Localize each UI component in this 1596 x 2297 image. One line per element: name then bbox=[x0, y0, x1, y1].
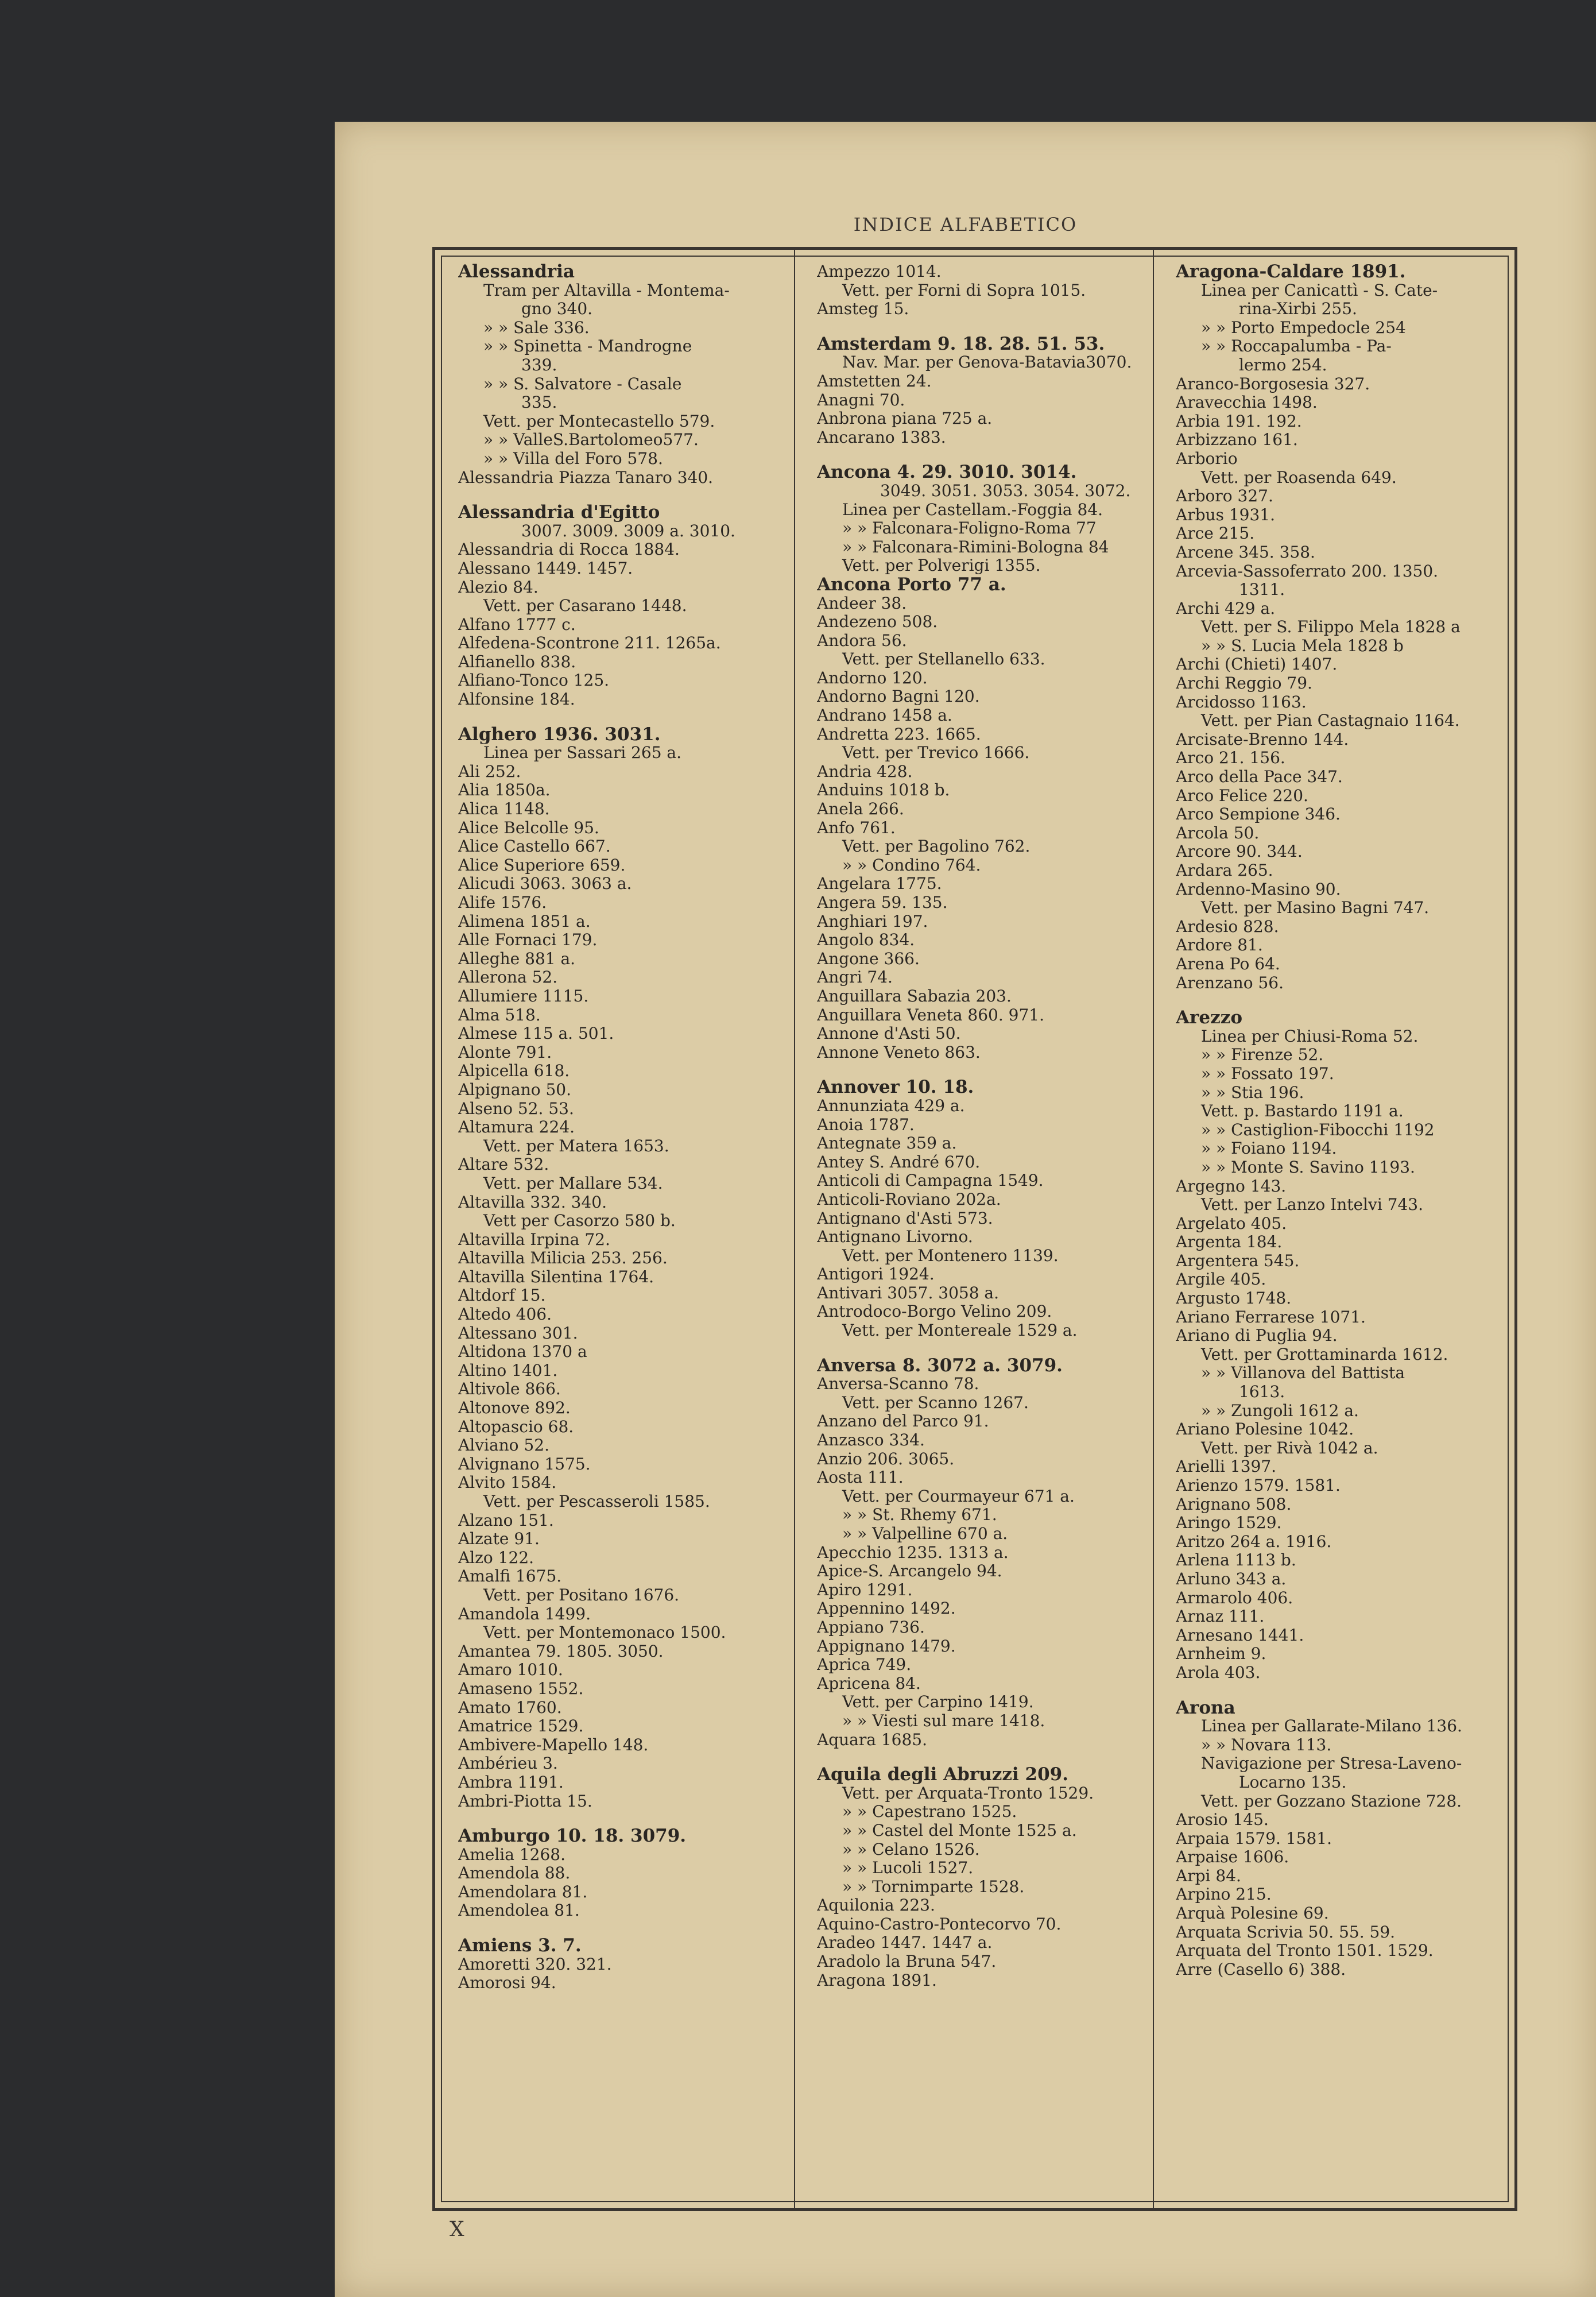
index-entry: Alessandria di Rocca 1884. bbox=[458, 540, 680, 559]
index-entry: Angera 59. 135. bbox=[817, 894, 948, 912]
index-entry: Appennino 1492. bbox=[817, 1599, 956, 1618]
index-entry: Aquino-Castro-Pontecorvo 70. bbox=[817, 1915, 1062, 1933]
index-entry: Amsteg 15. bbox=[817, 300, 909, 319]
index-entry: Altavilla Irpina 72. bbox=[458, 1230, 610, 1249]
index-entry: Ariano Polesine 1042. bbox=[1176, 1420, 1354, 1439]
index-entry: Aragona-Caldare 1891. bbox=[1176, 262, 1406, 281]
index-entry: Anticoli di Campagna 1549. bbox=[817, 1171, 1044, 1190]
index-entry: Linea per Chiusi-Roma 52. bbox=[1201, 1027, 1419, 1046]
index-entry: Arco Felice 220. bbox=[1176, 786, 1308, 805]
index-entry: Alzano 151. bbox=[458, 1511, 554, 1530]
index-entry: Alezio 84. bbox=[458, 578, 539, 597]
index-entry: Vett. per Lanzo Intelvi 743. bbox=[1201, 1196, 1424, 1215]
index-entry: Alfianello 838. bbox=[458, 652, 576, 671]
index-entry: » » Spinetta - Mandrogne bbox=[483, 337, 692, 356]
index-entry: Arenzano 56. bbox=[1176, 973, 1284, 992]
index-entry: Alvito 1584. bbox=[458, 1474, 557, 1492]
index-entry: Anoia 1787. bbox=[817, 1115, 915, 1134]
index-entry: Alessano 1449. 1457. bbox=[458, 559, 633, 578]
index-entry: Ampezzo 1014. bbox=[817, 262, 942, 281]
index-entry: Anzasco 334. bbox=[817, 1431, 925, 1450]
index-entry: Arignano 508. bbox=[1176, 1495, 1292, 1514]
index-entry: Vett. per Gozzano Stazione 728. bbox=[1201, 1792, 1462, 1811]
index-entry bbox=[458, 487, 803, 503]
index-entry: Amoretti 320. 321. bbox=[458, 1955, 612, 1974]
index-entry: Altessano 301. bbox=[458, 1324, 578, 1343]
index-entry: Alica 1148. bbox=[458, 800, 550, 819]
index-entry: Anversa-Scanno 78. bbox=[817, 1375, 979, 1394]
index-entry: Vett. per Polverigi 1355. bbox=[842, 556, 1041, 575]
index-entry: Arcene 345. 358. bbox=[1176, 543, 1315, 562]
index-entry: Ardesio 828. bbox=[1176, 917, 1279, 936]
index-entry: Appignano 1479. bbox=[817, 1637, 956, 1656]
index-entry: Vett. per Arquata-Tronto 1529. bbox=[842, 1784, 1094, 1803]
index-entry: Angelara 1775. bbox=[817, 875, 942, 894]
index-entry: Andezeno 508. bbox=[817, 613, 938, 632]
index-entry: » » Zungoli 1612 a. bbox=[1201, 1401, 1359, 1420]
index-entry: Alice Superiore 659. bbox=[458, 856, 626, 875]
index-entry: Alghero 1936. 3031. bbox=[458, 725, 661, 744]
index-entry: Alia 1850a. bbox=[458, 781, 551, 800]
index-entry: Almese 115 a. 501. bbox=[458, 1024, 614, 1043]
index-entry: Arpaise 1606. bbox=[1176, 1848, 1289, 1867]
index-entry: Annone Veneto 863. bbox=[817, 1043, 981, 1062]
index-entry: Armarolo 406. bbox=[1176, 1588, 1293, 1607]
index-entry: Annone d'Asti 50. bbox=[817, 1024, 961, 1043]
index-entry: Vett. per Trevico 1666. bbox=[842, 744, 1030, 763]
index-entry: Ancarano 1383. bbox=[817, 428, 946, 447]
index-entry: » » Villa del Foro 578. bbox=[483, 449, 663, 468]
index-entry: Antigori 1924. bbox=[817, 1265, 935, 1284]
index-entry: Alice Castello 667. bbox=[458, 837, 611, 856]
index-entry: Amendolea 81. bbox=[458, 1901, 580, 1920]
index-entry: Locarno 135. bbox=[1239, 1773, 1347, 1792]
index-entry: Amato 1760. bbox=[458, 1698, 562, 1717]
index-entry: Alzo 122. bbox=[458, 1548, 534, 1567]
index-entry: Archi 429 a. bbox=[1176, 599, 1276, 618]
index-entry: Vett. per Matera 1653. bbox=[483, 1136, 669, 1155]
index-entry: Arpino 215. bbox=[1176, 1885, 1272, 1904]
index-entry: » » Fossato 197. bbox=[1201, 1064, 1334, 1083]
index-entry: Anzio 206. 3065. bbox=[817, 1449, 955, 1468]
index-entry: Ariano di Puglia 94. bbox=[1176, 1327, 1338, 1345]
index-entry: » » Novara 113. bbox=[1201, 1735, 1332, 1754]
index-entry: Alessandria bbox=[458, 262, 575, 281]
index-entry: Archi (Chieti) 1407. bbox=[1176, 655, 1338, 674]
index-entry: Annunziata 429 a. bbox=[817, 1096, 965, 1115]
index-entry: Amendolara 81. bbox=[458, 1882, 588, 1901]
index-entry bbox=[817, 1749, 1161, 1765]
index-entry: Amsterdam 9. 18. 28. 51. 53. bbox=[817, 334, 1105, 354]
index-entry: Arosio 145. bbox=[1176, 1811, 1269, 1830]
index-entry: » » Tornimparte 1528. bbox=[842, 1877, 1025, 1896]
index-entry: » » Castel del Monte 1525 a. bbox=[842, 1821, 1077, 1840]
index-entry: Anbrona piana 725 a. bbox=[817, 409, 993, 428]
index-entry: Arola 403. bbox=[1176, 1663, 1261, 1682]
index-entry: Anguillara Veneta 860. 971. bbox=[817, 1006, 1045, 1024]
index-entry: Arona bbox=[1176, 1698, 1235, 1718]
index-entry: Altonove 892. bbox=[458, 1399, 571, 1418]
index-entry: Vett. per Forni di Sopra 1015. bbox=[842, 281, 1086, 300]
index-entry: Aringo 1529. bbox=[1176, 1514, 1282, 1533]
index-entry: Tram per Altavilla - Montema- bbox=[483, 281, 730, 300]
index-entry: Aosta 111. bbox=[817, 1468, 904, 1487]
index-entry: Andorno 120. bbox=[817, 668, 928, 687]
index-entry: rina-Xirbi 255. bbox=[1239, 300, 1357, 319]
index-entry: Arpaia 1579. 1581. bbox=[1176, 1829, 1332, 1848]
index-entry: Arco 21. 156. bbox=[1176, 749, 1285, 768]
index-entry bbox=[817, 447, 1161, 463]
index-entry: Vett. per S. Filippo Mela 1828 a bbox=[1201, 618, 1461, 637]
index-entry: Amantea 79. 1805. 3050. bbox=[458, 1642, 664, 1661]
index-entry: Alicudi 3063. 3063 a. bbox=[458, 875, 632, 894]
index-entry: Angolo 834. bbox=[817, 931, 915, 950]
index-entry: Antey S. André 670. bbox=[817, 1153, 981, 1171]
index-entry: » » S. Lucia Mela 1828 b bbox=[1201, 636, 1404, 655]
index-entry: Anzano del Parco 91. bbox=[817, 1412, 989, 1431]
index-entry: » » Monte S. Savino 1193. bbox=[1201, 1158, 1415, 1177]
index-entry: Arienzo 1579. 1581. bbox=[1176, 1476, 1341, 1495]
index-entry: Amendola 88. bbox=[458, 1864, 571, 1883]
index-entry: Vett per Casorzo 580 b. bbox=[483, 1212, 676, 1231]
index-entry: Arquà Polesine 69. bbox=[1176, 1904, 1329, 1923]
index-entry: Vett. per Montecastello 579. bbox=[483, 412, 715, 431]
index-entry: Arcevia-Sassoferrato 200. 1350. bbox=[1176, 562, 1439, 581]
index-entry: Antrodoco-Borgo Velino 209. bbox=[817, 1302, 1052, 1321]
index-entry: » » Lucoli 1527. bbox=[842, 1859, 974, 1878]
index-entry: Alma 518. bbox=[458, 1006, 541, 1024]
index-entry bbox=[1176, 992, 1520, 1008]
index-entry: Amalfi 1675. bbox=[458, 1567, 562, 1586]
index-entry: Altivole 866. bbox=[458, 1380, 561, 1399]
index-entry: Altopascio 68. bbox=[458, 1417, 574, 1436]
index-entry: Andeer 38. bbox=[817, 594, 907, 613]
index-entry: Andorno Bagni 120. bbox=[817, 687, 980, 706]
index-entry: Altedo 406. bbox=[458, 1305, 552, 1324]
index-entry: Arquata del Tronto 1501. 1529. bbox=[1176, 1942, 1434, 1960]
index-entry: Amelia 1268. bbox=[458, 1845, 566, 1864]
index-entry: » » ValleS.Bartolomeo577. bbox=[483, 431, 699, 450]
index-entry bbox=[817, 319, 1161, 335]
index-entry: » » Foiano 1194. bbox=[1201, 1139, 1337, 1158]
index-entry: Amiens 3. 7. bbox=[458, 1936, 582, 1955]
index-entry: Appiano 736. bbox=[817, 1618, 925, 1637]
index-entry: Apecchio 1235. 1313 a. bbox=[817, 1543, 1009, 1562]
index-entry: Aprica 749. bbox=[817, 1656, 912, 1675]
index-entry: 3007. 3009. 3009 a. 3010. bbox=[521, 521, 735, 540]
index-entry: Ardenno-Masino 90. bbox=[1176, 880, 1341, 899]
index-entry: Vett. per Montereale 1529 a. bbox=[842, 1321, 1078, 1340]
index-entry: Arre (Casello 6) 388. bbox=[1176, 1960, 1346, 1979]
index-entry: Altino 1401. bbox=[458, 1361, 558, 1380]
index-entry: Andora 56. bbox=[817, 631, 907, 650]
index-entry bbox=[817, 1062, 1161, 1078]
index-entry: Amstetten 24. bbox=[817, 372, 932, 390]
index-entry: Alonte 791. bbox=[458, 1043, 552, 1062]
index-entry: Ardara 265. bbox=[1176, 861, 1273, 880]
index-entry: Aritzo 264 a. 1916. bbox=[1176, 1532, 1332, 1551]
index-entry: Aquila degli Abruzzi 209. bbox=[817, 1765, 1068, 1784]
index-entry: Alife 1576. bbox=[458, 894, 547, 912]
index-entry: Ancona Porto 77 a. bbox=[817, 575, 1006, 594]
index-entry bbox=[458, 1811, 803, 1827]
index-entry: Alfonsine 184. bbox=[458, 690, 575, 709]
index-entry: Alfedena-Scontrone 211. 1265a. bbox=[458, 634, 721, 653]
index-entry: lermo 254. bbox=[1239, 355, 1327, 374]
index-entry: » » Celano 1526. bbox=[842, 1840, 980, 1859]
index-entry: Vett. per Carpino 1419. bbox=[842, 1693, 1034, 1712]
index-entry: Amaro 1010. bbox=[458, 1661, 563, 1680]
index-entry: Alpignano 50. bbox=[458, 1080, 572, 1099]
index-entry: Aravecchia 1498. bbox=[1176, 393, 1318, 412]
index-entry: Alleghe 881 a. bbox=[458, 949, 576, 968]
index-entry: Linea per Castellam.-Foggia 84. bbox=[842, 500, 1103, 519]
index-entry: Amandola 1499. bbox=[458, 1604, 591, 1623]
index-entry: Alzate 91. bbox=[458, 1530, 540, 1549]
index-entry bbox=[817, 1340, 1161, 1356]
index-entry: Arena Po 64. bbox=[1176, 954, 1280, 973]
index-entry: Allumiere 1115. bbox=[458, 987, 589, 1006]
index-entry: Vett. per Stellanello 633. bbox=[842, 650, 1045, 669]
index-entry bbox=[458, 1920, 803, 1936]
index-entry: Andria 428. bbox=[817, 762, 913, 781]
index-entry: Arcisate-Brenno 144. bbox=[1176, 730, 1349, 749]
index-entry: Arielli 1397. bbox=[1176, 1457, 1277, 1476]
index-frame bbox=[432, 247, 1517, 2211]
scanned-page bbox=[335, 122, 1596, 2297]
index-entry: Anversa 8. 3072 a. 3079. bbox=[817, 1356, 1063, 1375]
index-entry: Linea per Canicattì - S. Cate- bbox=[1201, 281, 1438, 300]
index-entry: Vett. per Grottaminarda 1612. bbox=[1201, 1345, 1448, 1364]
index-entry: Linea per Gallarate-Milano 136. bbox=[1201, 1717, 1462, 1736]
index-entry: gno 340. bbox=[521, 300, 593, 319]
index-entry: Antignano d'Asti 573. bbox=[817, 1209, 993, 1228]
index-entry: Amburgo 10. 18. 3079. bbox=[458, 1827, 687, 1846]
index-entry: 335. bbox=[521, 393, 557, 412]
index-entry: Linea per Sassari 265 a. bbox=[483, 744, 682, 763]
index-entry: Andretta 223. 1665. bbox=[817, 725, 981, 744]
index-entry: Anagni 70. bbox=[817, 390, 905, 409]
index-entry: Anticoli-Roviano 202a. bbox=[817, 1190, 1001, 1209]
index-entry: » » Porto Empedocle 254 bbox=[1201, 318, 1406, 337]
index-entry: Ancona 4. 29. 3010. 3014. bbox=[817, 463, 1077, 482]
index-entry: Allerona 52. bbox=[458, 968, 558, 987]
index-entry: Arboro 327. bbox=[1176, 487, 1273, 506]
index-column-3 bbox=[1176, 262, 1520, 2192]
index-entry: Altavilla Milicia 253. 256. bbox=[458, 1249, 668, 1268]
index-entry: » » Firenze 52. bbox=[1201, 1046, 1324, 1065]
index-entry: » » Condino 764. bbox=[842, 856, 981, 875]
index-entry: Alvignano 1575. bbox=[458, 1455, 591, 1474]
index-entry: Apricena 84. bbox=[817, 1674, 921, 1693]
index-entry: Altamura 224. bbox=[458, 1118, 575, 1137]
index-entry: 1613. bbox=[1239, 1383, 1285, 1402]
index-entry: » » Sale 336. bbox=[483, 318, 590, 337]
index-entry bbox=[1176, 1683, 1520, 1699]
index-entry: Arce 215. bbox=[1176, 524, 1255, 543]
index-entry: » » Falconara-Foligno-Roma 77 bbox=[842, 519, 1097, 538]
page-header: INDICE ALFABETICO bbox=[853, 214, 1078, 235]
index-entry: Vett. per Scanno 1267. bbox=[842, 1393, 1029, 1412]
index-entry: Arnesano 1441. bbox=[1176, 1626, 1304, 1645]
index-entry: Arborio bbox=[1176, 449, 1238, 468]
page-footer-mark: X bbox=[450, 2218, 464, 2241]
index-entry: Apice-S. Arcangelo 94. bbox=[817, 1562, 1002, 1581]
index-entry: » » Falconara-Rimini-Bologna 84 bbox=[842, 537, 1109, 556]
index-entry: Antegnate 359 a. bbox=[817, 1134, 957, 1153]
index-entry: Anguillara Sabazia 203. bbox=[817, 987, 1012, 1006]
index-entry: Aragona 1891. bbox=[817, 1971, 937, 1990]
index-entry: » » Roccapalumba - Pa- bbox=[1201, 337, 1392, 356]
index-entry: 1311. bbox=[1239, 581, 1285, 600]
index-entry: Ardore 81. bbox=[1176, 936, 1263, 955]
index-entry: Arlena 1113 b. bbox=[1176, 1551, 1296, 1570]
index-entry: » » Stia 196. bbox=[1201, 1083, 1304, 1102]
index-entry: Angri 74. bbox=[817, 968, 893, 987]
index-entry: Vett. per Masino Bagni 747. bbox=[1201, 899, 1430, 918]
index-entry: Vett. p. Bastardo 1191 a. bbox=[1201, 1102, 1404, 1121]
index-entry: Aquilonia 223. bbox=[817, 1896, 935, 1915]
index-entry: » » Valpelline 670 a. bbox=[842, 1525, 1008, 1543]
index-entry: Vett. per Rivà 1042 a. bbox=[1201, 1438, 1378, 1457]
index-entry: Arpi 84. bbox=[1176, 1866, 1241, 1885]
index-entry: Arnheim 9. bbox=[1176, 1645, 1266, 1664]
index-entry: Vett. per Montemonaco 1500. bbox=[483, 1623, 726, 1642]
index-entry bbox=[458, 709, 803, 725]
index-entry: » » St. Rhemy 671. bbox=[842, 1506, 997, 1525]
index-entry: Nav. Mar. per Genova-Batavia3070. bbox=[842, 353, 1132, 372]
index-entry: Aradolo la Bruna 547. bbox=[817, 1952, 997, 1971]
index-entry: Arbus 1931. bbox=[1176, 505, 1275, 524]
index-entry: Ambivere-Mapello 148. bbox=[458, 1735, 649, 1754]
index-entry: Argenta 184. bbox=[1176, 1233, 1283, 1252]
index-entry: Ambra 1191. bbox=[458, 1773, 564, 1792]
index-entry: Ali 252. bbox=[458, 762, 521, 781]
index-entry: Vett. per Montenero 1139. bbox=[842, 1246, 1059, 1265]
index-entry: Annover 10. 18. bbox=[817, 1078, 974, 1097]
index-entry: » » Castiglion-Fibocchi 1192 bbox=[1201, 1120, 1435, 1139]
index-entry: Apiro 1291. bbox=[817, 1580, 913, 1599]
index-entry: Alseno 52. 53. bbox=[458, 1099, 574, 1118]
index-entry: Arezzo bbox=[1176, 1008, 1242, 1027]
index-entry: Vett. per Mallare 534. bbox=[483, 1174, 663, 1193]
index-entry: Arquata Scrivia 50. 55. 59. bbox=[1176, 1923, 1396, 1942]
index-entry: » » Villanova del Battista bbox=[1201, 1364, 1405, 1383]
index-entry: Amorosi 94. bbox=[458, 1974, 556, 1993]
index-entry: Vett. per Pian Castagnaio 1164. bbox=[1201, 711, 1460, 730]
index-entry: Arbia 191. 192. bbox=[1176, 412, 1302, 431]
index-entry: Anfo 761. bbox=[817, 818, 896, 837]
index-entry: Vett. per Casarano 1448. bbox=[483, 597, 687, 616]
index-entry: Vett. per Positano 1676. bbox=[483, 1586, 680, 1604]
index-entry: Argentera 545. bbox=[1176, 1251, 1300, 1270]
index-entry: Argelato 405. bbox=[1176, 1214, 1287, 1233]
index-entry: Archi Reggio 79. bbox=[1176, 674, 1312, 693]
index-entry: Arnaz 111. bbox=[1176, 1607, 1265, 1626]
index-entry: Ambri-Piotta 15. bbox=[458, 1792, 592, 1811]
index-entry: Argile 405. bbox=[1176, 1270, 1266, 1289]
index-entry: Vett. per Pescasseroli 1585. bbox=[483, 1492, 710, 1511]
index-entry: Arcola 50. bbox=[1176, 823, 1260, 842]
index-entry: Alessandria d'Egitto bbox=[458, 503, 660, 522]
index-entry: Ambérieu 3. bbox=[458, 1754, 558, 1773]
index-column-2 bbox=[817, 262, 1161, 2192]
index-entry: Alessandria Piazza Tanaro 340. bbox=[458, 468, 714, 487]
index-entry: Alice Belcolle 95. bbox=[458, 818, 599, 837]
index-entry: Altavilla 332. 340. bbox=[458, 1193, 607, 1212]
index-entry: Anela 266. bbox=[817, 800, 904, 819]
index-entry: Ariano Ferrarese 1071. bbox=[1176, 1308, 1366, 1327]
index-entry: Vett. per Roasenda 649. bbox=[1201, 468, 1397, 487]
index-entry: Alle Fornaci 179. bbox=[458, 931, 598, 950]
index-entry: Altidona 1370 a bbox=[458, 1343, 587, 1362]
index-entry: » » S. Salvatore - Casale bbox=[483, 374, 682, 393]
index-entry: Argusto 1748. bbox=[1176, 1289, 1292, 1308]
index-entry: » » Capestrano 1525. bbox=[842, 1803, 1017, 1822]
index-entry: Alpicella 618. bbox=[458, 1062, 570, 1081]
index-entry: Arbizzano 161. bbox=[1176, 431, 1298, 450]
index-entry: Arco Sempione 346. bbox=[1176, 805, 1341, 824]
index-entry: Vett. per Courmayeur 671 a. bbox=[842, 1487, 1075, 1506]
index-entry: Arcore 90. 344. bbox=[1176, 842, 1303, 861]
index-entry: Amatrice 1529. bbox=[458, 1717, 584, 1736]
index-entry: Alviano 52. bbox=[458, 1436, 549, 1455]
index-entry: Vett. per Bagolino 762. bbox=[842, 837, 1031, 856]
index-entry: Argegno 143. bbox=[1176, 1177, 1287, 1196]
index-entry: Altare 532. bbox=[458, 1155, 549, 1174]
index-entry: Alimena 1851 a. bbox=[458, 912, 591, 931]
index-entry: Andrano 1458 a. bbox=[817, 706, 952, 725]
index-entry: Antivari 3057. 3058 a. bbox=[817, 1283, 1000, 1302]
index-entry: Aquara 1685. bbox=[817, 1730, 928, 1749]
index-entry: Arco della Pace 347. bbox=[1176, 768, 1343, 787]
index-entry: Angone 366. bbox=[817, 949, 920, 968]
index-entry: Alfiano-Tonco 125. bbox=[458, 671, 610, 690]
index-entry: Amaseno 1552. bbox=[458, 1679, 584, 1698]
index-entry: Altdorf 15. bbox=[458, 1286, 546, 1305]
index-entry: Arluno 343 a. bbox=[1176, 1569, 1287, 1588]
index-entry: Antignano Livorno. bbox=[817, 1228, 973, 1247]
index-entry: Navigazione per Stresa-Laveno- bbox=[1201, 1754, 1462, 1773]
index-column-1 bbox=[458, 262, 803, 2192]
index-entry: Altavilla Silentina 1764. bbox=[458, 1267, 654, 1286]
index-entry: Anghiari 197. bbox=[817, 912, 928, 931]
index-entry: Alfano 1777 c. bbox=[458, 615, 576, 634]
index-entry: 3049. 3051. 3053. 3054. 3072. bbox=[880, 481, 1131, 500]
index-entry: Arcidosso 1163. bbox=[1176, 693, 1307, 711]
index-entry: Aradeo 1447. 1447 a. bbox=[817, 1933, 993, 1952]
index-entry: 339. bbox=[521, 355, 557, 374]
index-entry: Anduins 1018 b. bbox=[817, 781, 950, 800]
index-entry: Aranco-Borgosesia 327. bbox=[1176, 374, 1370, 393]
index-entry: » » Viesti sul mare 1418. bbox=[842, 1711, 1045, 1730]
